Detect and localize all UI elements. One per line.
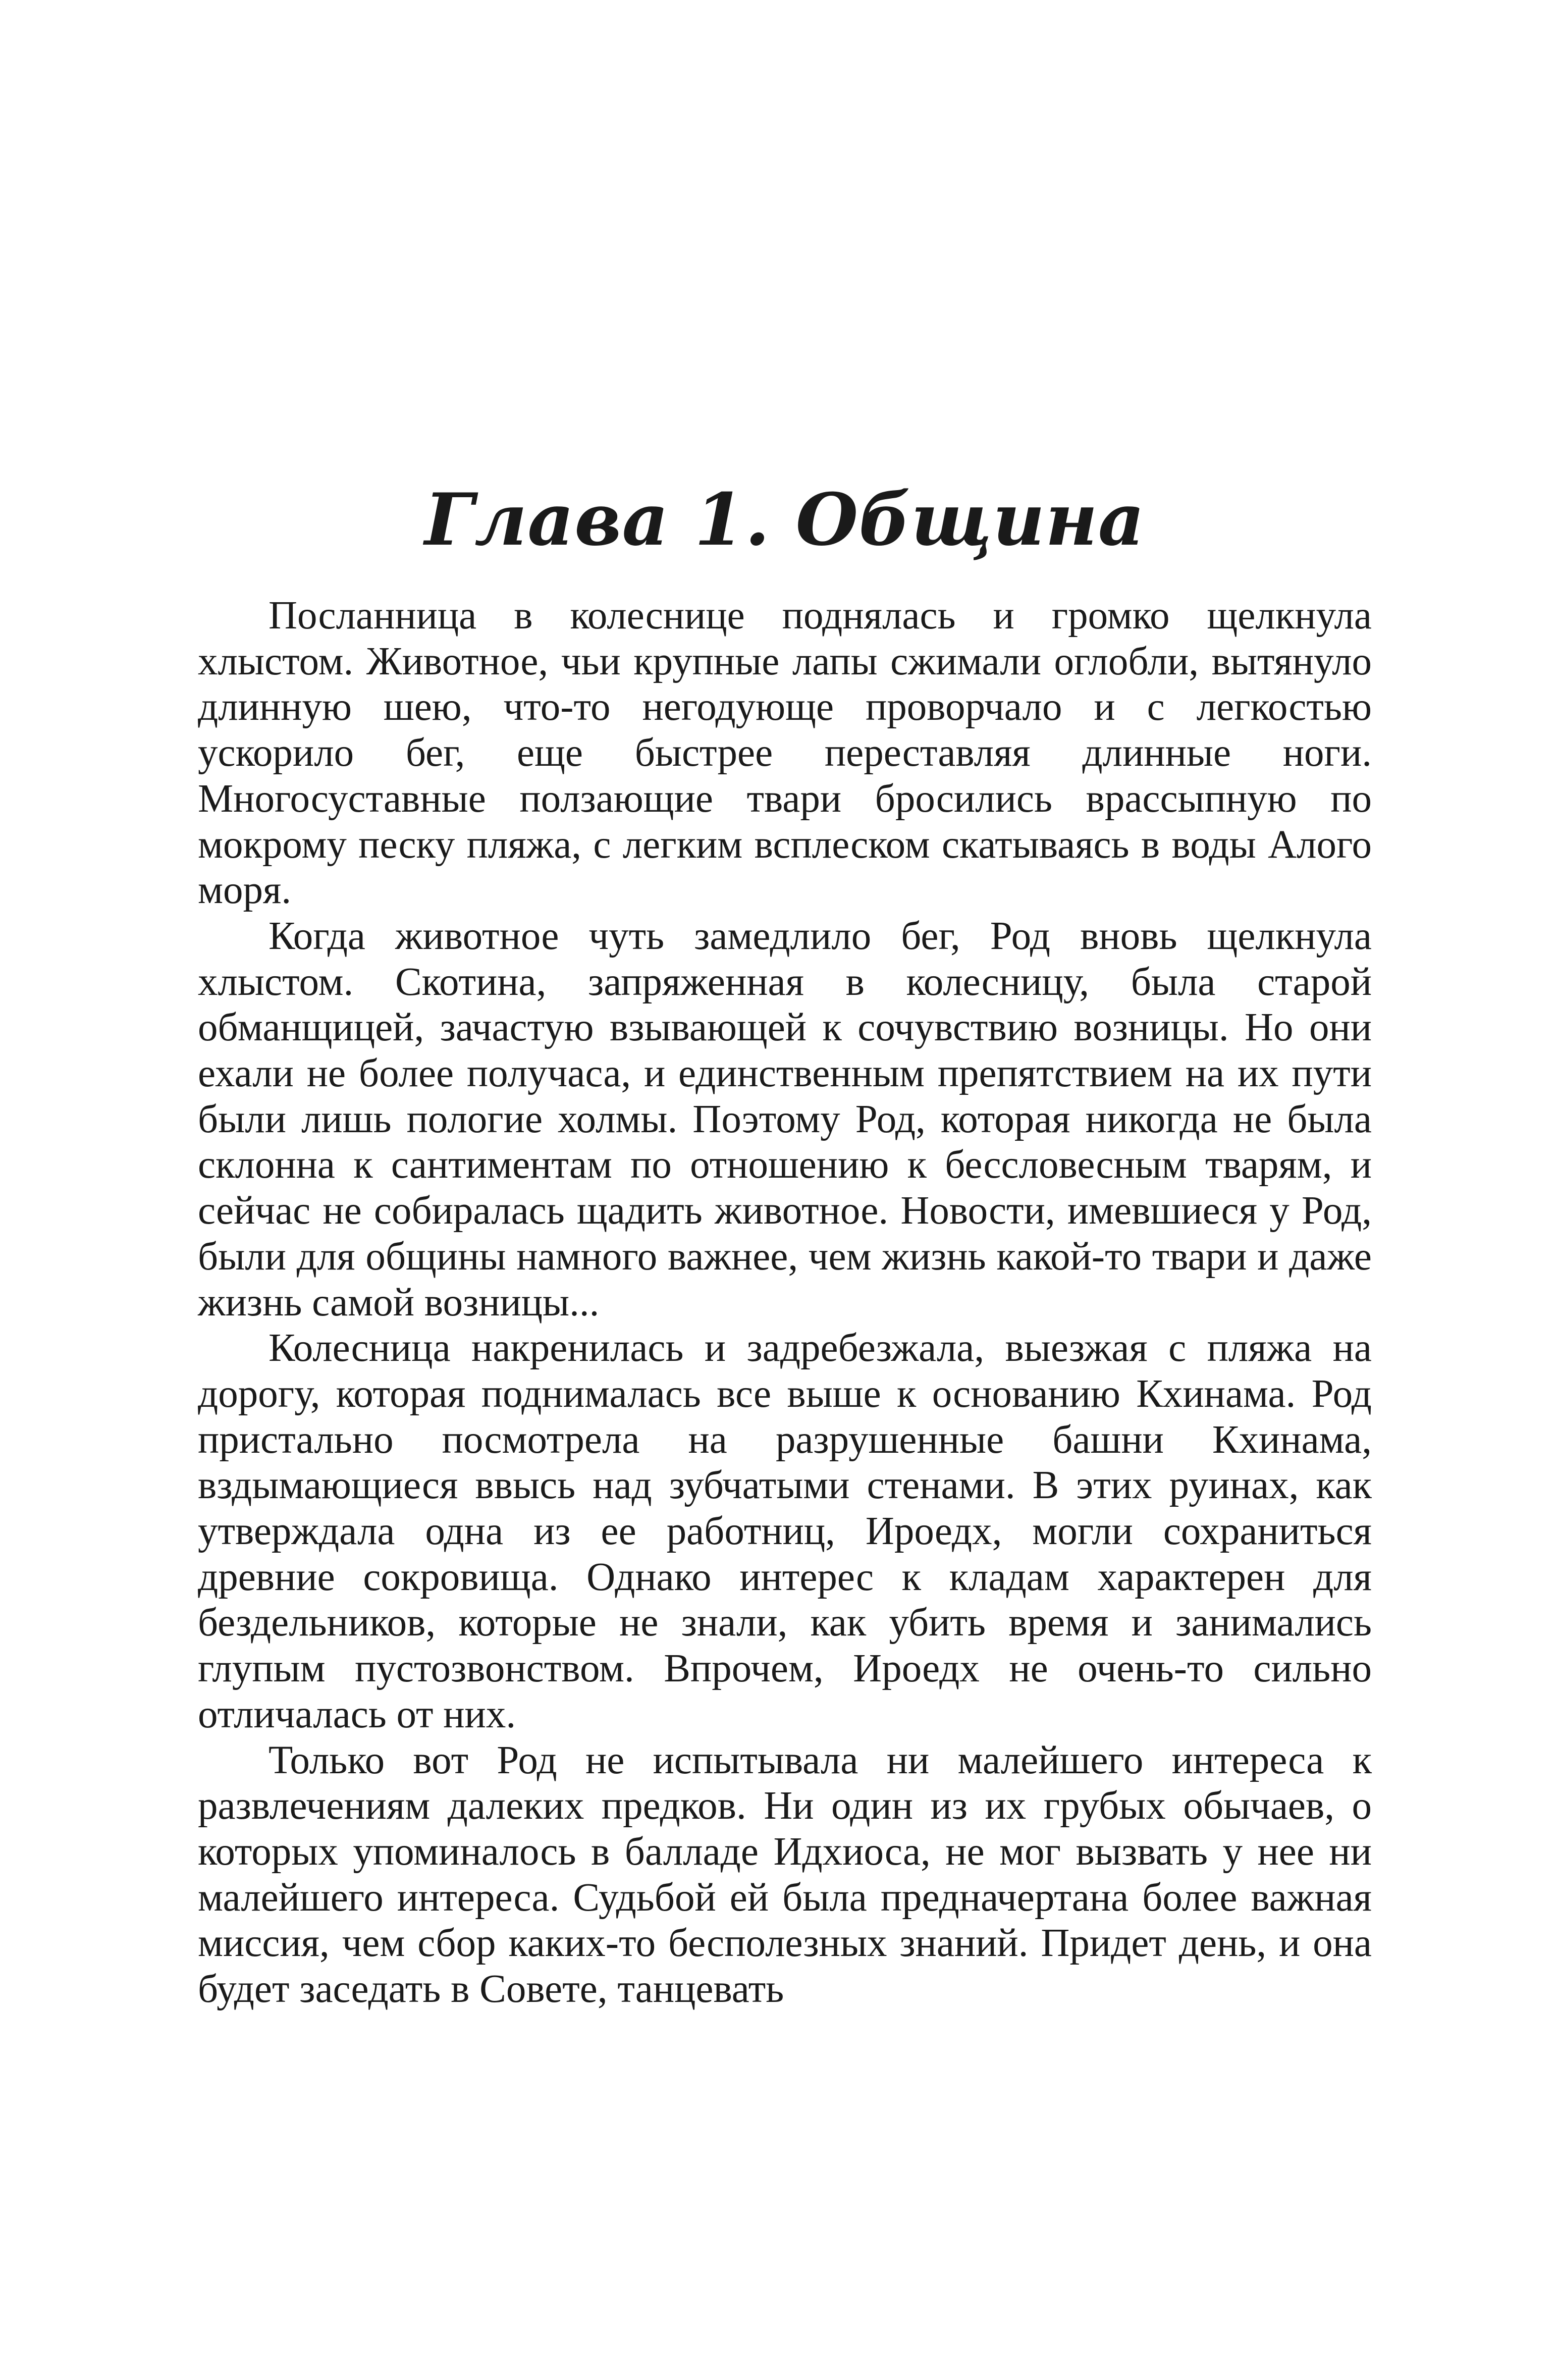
- paragraph: Когда животное чуть замедлило бег, Род вновь щелкнула хлыстом. Скотина, запряженная в колесницу, была старой обманщицей, зачастую взывающей к сочувствию возницы. Но они ехали не более получаса, и единственным препятствием на их пути были лишь пологие холмы. Поэтому Род, которая никогда не была склонна к сантиментам по отношению к бессловесным тварям, и сейчас не собиралась щадить животное. Новости, имевшиеся у Род, были для общины намного важнее, чем жизнь какой-то твари и даже жизнь самой возницы...: [198, 914, 1372, 1325]
- paragraph: Колесница накренилась и задребезжала, выезжая с пляжа на дорогу, которая поднималась все выше к основанию Кхинама. Род пристально посмотрела на разрушенные башни Кхинама, вздымающиеся ввысь над зубчатыми стенами. В этих руинах, как утверждала одна из ее работниц, Ироедх, могли сохраниться древние сокровища. Однако интерес к кладам характерен для бездельников, которые не знали, как убить время и занимались глупым пустозвонством. Впрочем, Ироедх не очень-то сильно отличалась от них.: [198, 1326, 1372, 1736]
- paragraph: Только вот Род не испытывала ни малейшего интереса к развлечениям далеких предков. Ни один из их грубых обычаев, о которых упоминалось в балладе Идхиоса, не мог вызвать у нее ни малейшего интереса. Судьбой ей была предначертана более важная миссия, чем сбор каких-то бесполезных знаний. Придет день, и она будет заседать в Совете, танцевать: [198, 1738, 1372, 2012]
- chapter-text: [198, 593, 1372, 2013]
- chapter-title: Глава 1. Община: [424, 478, 1145, 562]
- paragraph: Посланница в колеснице поднялась и громко щелкнула хлыстом. Животное, чьи крупные лапы сжимали оглобли, вытянуло длинную шею, что-то негодующе проворчало и с легкостью ускорило бег, еще быстрее переставляя длинные ноги. Многосуставные ползающие твари бросились врассыпную по мокрому песку пляжа, с легким всплеском скатываясь в воды Алого моря.: [198, 594, 1372, 913]
